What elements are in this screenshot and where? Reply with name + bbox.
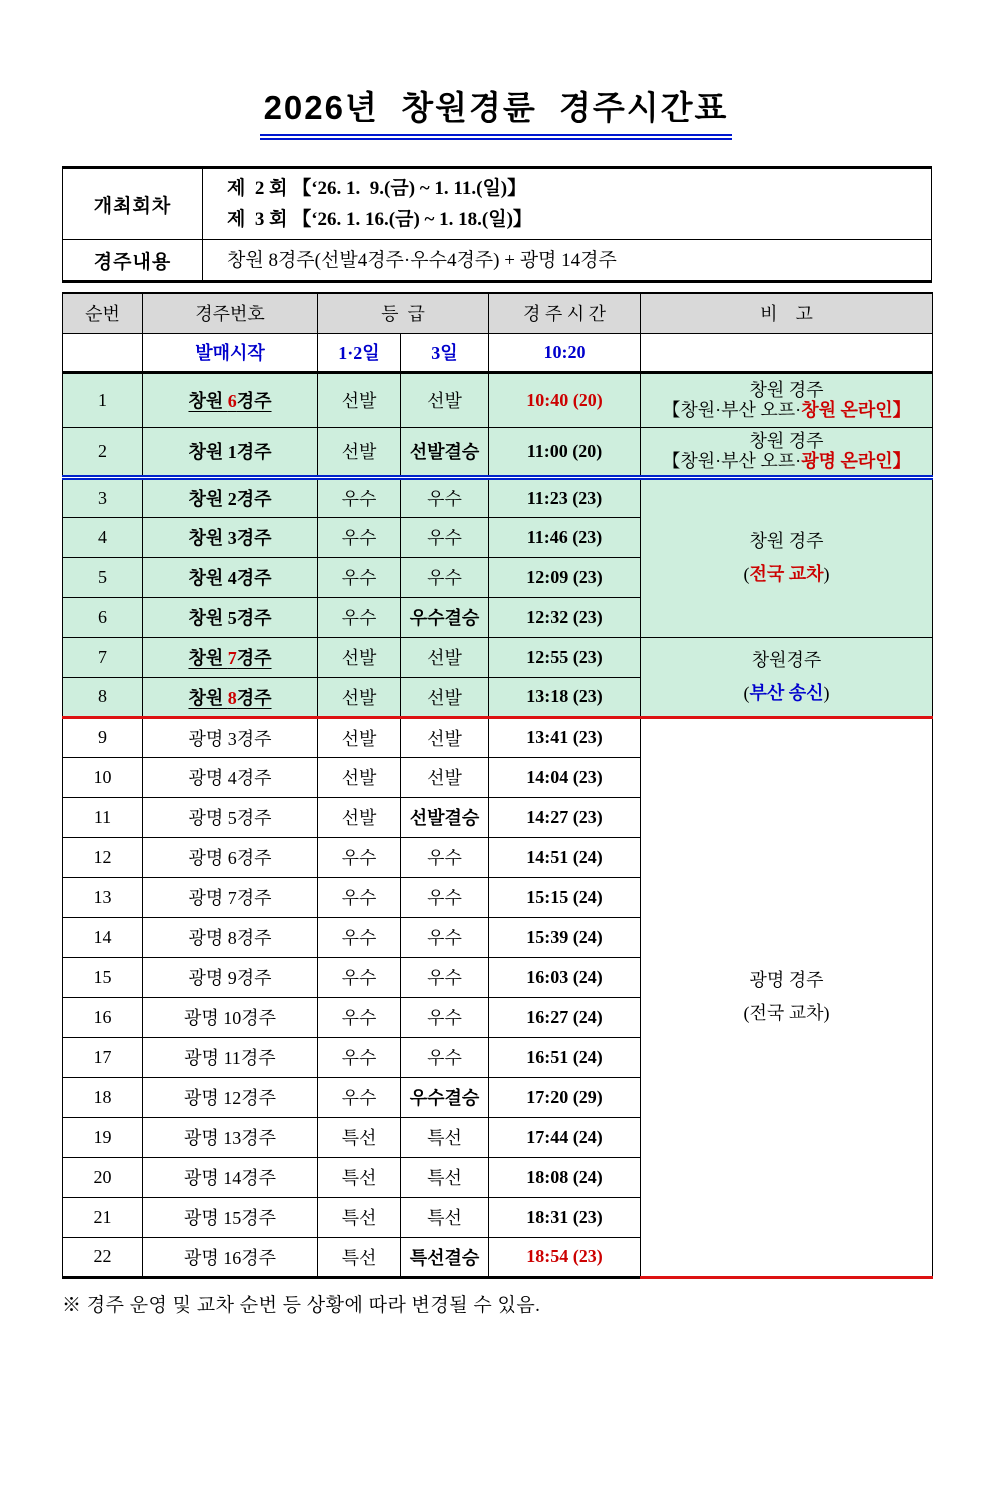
- race-name-cell: [143, 1197, 318, 1237]
- remark-cell: [641, 477, 933, 637]
- grade-day3-cell: 우수: [401, 997, 489, 1037]
- remark-line: [641, 525, 932, 558]
- col-header-no: 순번: [63, 293, 143, 333]
- text-segment: 경주: [236, 687, 272, 708]
- grade-day3-cell: 선발: [401, 757, 489, 797]
- grade-day3-cell: 선발결승: [401, 427, 489, 477]
- race-rows: [63, 372, 933, 1277]
- text-segment: 창원 온라인】: [801, 400, 911, 420]
- grade-day12-cell: 우수: [318, 557, 401, 597]
- text-segment: 【창원·부산 오프·: [662, 400, 802, 420]
- text-segment: 창원 5경주: [188, 608, 272, 628]
- remark-cell: [641, 637, 933, 717]
- race-name-text: [184, 1168, 276, 1188]
- grade-day3-cell: 우수결승: [401, 1077, 489, 1117]
- race-name-text: [188, 888, 271, 908]
- grade-day12-cell: 특선: [318, 1197, 401, 1237]
- text-segment: 창원 2경주: [188, 489, 272, 509]
- row-number-cell: 14: [63, 917, 143, 957]
- race-name-cell: [143, 997, 318, 1037]
- text-segment: 광명 12경주: [183, 1088, 277, 1108]
- row-number-cell: 16: [63, 997, 143, 1037]
- text-segment: 광명 3경주: [188, 728, 272, 749]
- race-name-text: [188, 688, 271, 708]
- text-segment: 창원 경주: [749, 431, 824, 451]
- race-name-text: [188, 848, 271, 868]
- race-name-cell: [143, 372, 318, 427]
- row-number-cell: 11: [63, 797, 143, 837]
- race-time-cell: 17:44 (24): [489, 1117, 641, 1157]
- text-segment: 광명 11경주: [184, 1048, 276, 1068]
- grade-day3-cell: 우수: [401, 477, 489, 517]
- row-number-cell: 20: [63, 1157, 143, 1197]
- grade-day12-cell: 우수: [318, 1077, 401, 1117]
- remark-line: [641, 964, 932, 997]
- race-name-cell: [143, 877, 318, 917]
- grade-day12-cell: 선발: [318, 427, 401, 477]
- text-segment: 창원 경주: [749, 380, 824, 400]
- remark-line: [641, 997, 932, 1030]
- race-time-cell: 13:41 (23): [489, 717, 641, 757]
- row-number-cell: 1: [63, 372, 143, 427]
- row-number-cell: 12: [63, 837, 143, 877]
- race-name-text: [184, 1088, 276, 1108]
- grade-day3-cell: 선발: [401, 637, 489, 677]
- race-content-row: [63, 240, 932, 282]
- grade-day3-cell: 특선: [401, 1197, 489, 1237]
- text-segment: 창원: [188, 687, 228, 708]
- race-name-cell: [143, 517, 318, 557]
- race-name-text: [188, 489, 271, 509]
- row-number-cell: 17: [63, 1037, 143, 1077]
- race-time-cell: 16:51 (24): [489, 1037, 641, 1077]
- grade-day12-cell: 선발: [318, 372, 401, 427]
- race-name-text: [184, 1208, 276, 1228]
- text-segment: 광명 4경주: [188, 768, 272, 788]
- race-name-cell: [143, 1037, 318, 1077]
- race-name-cell: [143, 677, 318, 717]
- text-segment: 창원: [188, 391, 228, 411]
- race-name-cell: [143, 1117, 318, 1157]
- race-name-text: [184, 1128, 276, 1148]
- grade-day12-cell: 특선: [318, 1237, 401, 1277]
- round-3-dates: 제 3 회 【‘26. 1. 16.(금) ~ 1. 18.(일)】: [227, 209, 532, 230]
- row-number-cell: 13: [63, 877, 143, 917]
- text-segment: 광명 8경주: [188, 928, 272, 948]
- text-segment: 광명 6경주: [188, 848, 272, 868]
- row-number-cell: 15: [63, 957, 143, 997]
- event-rounds-label: 개최회차: [63, 168, 203, 240]
- race-name-text: [188, 729, 271, 749]
- row-number-cell: 9: [63, 717, 143, 757]
- race-time-cell: 12:09 (23): [489, 557, 641, 597]
- text-segment: 광명 온라인】: [801, 451, 911, 471]
- text-segment: 창원 1경주: [188, 442, 272, 462]
- remark-cell: [641, 372, 933, 427]
- grade-day12-cell: 우수: [318, 517, 401, 557]
- text-segment: 경주: [236, 648, 272, 668]
- grade-day3-cell: 선발: [401, 372, 489, 427]
- text-segment: 부산 송신: [749, 682, 824, 703]
- row-number-cell: 8: [63, 677, 143, 717]
- race-name-cell: [143, 757, 318, 797]
- text-segment: 광명 9경주: [188, 968, 272, 988]
- race-name-text: [188, 928, 271, 948]
- remark-line: [641, 644, 932, 677]
- race-time-cell: 12:55 (23): [489, 637, 641, 677]
- event-rounds-content: [203, 168, 932, 240]
- remark-line: [641, 451, 932, 471]
- race-name-text: [188, 391, 271, 411]
- remark-line: [641, 558, 932, 591]
- remark-line: [641, 677, 932, 710]
- race-name-cell: [143, 717, 318, 757]
- grade-day12-cell: 우수: [318, 597, 401, 637]
- race-content-label: 경주내용: [63, 240, 203, 282]
- presale-empty-remark: [641, 333, 933, 372]
- grade-day3-cell: 특선: [401, 1157, 489, 1197]
- race-time-cell: 18:31 (23): [489, 1197, 641, 1237]
- grade-day12-cell: 선발: [318, 677, 401, 717]
- race-name-text: [184, 1048, 275, 1068]
- race-row: [63, 372, 933, 427]
- race-time-cell: 11:46 (23): [489, 517, 641, 557]
- grade-day3-cell: 선발: [401, 717, 489, 757]
- grade-day12-cell: 선발: [318, 797, 401, 837]
- text-segment: 【창원·부산 오프·: [662, 451, 802, 471]
- race-name-text: [188, 648, 271, 668]
- race-row: [63, 427, 933, 477]
- footnote: ※ 경주 운영 및 교차 순번 등 상황에 따라 변경될 수 있음.: [62, 1294, 541, 1316]
- text-segment: 창원 4경주: [188, 568, 272, 588]
- grade-day12-cell: 우수: [318, 477, 401, 517]
- text-segment: 전국 교차: [749, 564, 824, 584]
- text-segment: 광명 10경주: [183, 1008, 277, 1028]
- page-title: 2026년 창원경륜 경주시간표: [260, 82, 733, 140]
- text-segment: 경주: [236, 391, 272, 411]
- grade-day3-cell: 우수결승: [401, 597, 489, 637]
- grade-day3-cell: 우수: [401, 957, 489, 997]
- race-name-cell: [143, 1157, 318, 1197]
- row-number-cell: 6: [63, 597, 143, 637]
- remark-line: [641, 400, 932, 420]
- race-time-cell: 14:04 (23): [489, 757, 641, 797]
- race-row: [63, 637, 933, 677]
- race-name-text: [184, 1008, 276, 1028]
- race-name-cell: [143, 557, 318, 597]
- race-name-cell: [143, 917, 318, 957]
- race-name-text: [188, 568, 271, 588]
- row-number-cell: 22: [63, 1237, 143, 1277]
- race-time-cell: 17:20 (29): [489, 1077, 641, 1117]
- grade-day3-cell: 우수: [401, 837, 489, 877]
- text-segment: (: [743, 682, 750, 703]
- race-name-cell: [143, 1077, 318, 1117]
- event-rounds-row: [63, 168, 932, 240]
- title-block: [0, 82, 992, 140]
- grade-day12-cell: 우수: [318, 877, 401, 917]
- presale-grade-day12: 1·2일: [318, 333, 401, 372]
- row-number-cell: 19: [63, 1117, 143, 1157]
- race-content-value: [203, 240, 932, 282]
- row-number-cell: 2: [63, 427, 143, 477]
- grade-day12-cell: 우수: [318, 997, 401, 1037]
- race-name-cell: [143, 637, 318, 677]
- race-time-cell: 15:39 (24): [489, 917, 641, 957]
- race-name-text: [188, 768, 271, 788]
- presale-time: 10:20: [489, 333, 641, 372]
- row-number-cell: 21: [63, 1197, 143, 1237]
- race-row: [63, 477, 933, 517]
- grade-day12-cell: 우수: [318, 957, 401, 997]
- race-name-cell: [143, 1237, 318, 1277]
- grade-day3-cell: 특선결승: [401, 1237, 489, 1277]
- race-time-cell: 14:27 (23): [489, 797, 641, 837]
- text-segment: 광명 15경주: [183, 1208, 277, 1228]
- race-time-cell: 16:03 (24): [489, 957, 641, 997]
- race-content-text: 창원 8경주(선발4경주·우수4경주) + 광명 14경주: [227, 249, 617, 271]
- grade-day12-cell: 우수: [318, 1037, 401, 1077]
- col-header-grade: 등 급: [318, 293, 489, 333]
- col-header-race: 경주번호: [143, 293, 318, 333]
- text-segment: 창원 3경주: [188, 528, 272, 548]
- presale-grade-day3: 3일: [401, 333, 489, 372]
- text-segment: 창원: [188, 648, 228, 668]
- col-header-time: 경 주 시 간: [489, 293, 641, 333]
- grade-day3-cell: 우수: [401, 517, 489, 557]
- grade-day3-cell: 우수: [401, 877, 489, 917]
- grade-day12-cell: 우수: [318, 837, 401, 877]
- race-time-cell: 13:18 (23): [489, 677, 641, 717]
- race-name-cell: [143, 797, 318, 837]
- text-segment: 광명 14경주: [183, 1168, 277, 1188]
- race-time-cell: 15:15 (24): [489, 877, 641, 917]
- text-segment: ): [823, 564, 830, 584]
- race-row: [63, 717, 933, 757]
- row-number-cell: 3: [63, 477, 143, 517]
- race-schedule-table: [62, 292, 933, 1279]
- grade-day3-cell: 우수: [401, 1037, 489, 1077]
- race-time-cell: 10:40 (20): [489, 372, 641, 427]
- presale-row: [63, 333, 933, 372]
- text-segment: 광명 16경주: [183, 1247, 277, 1268]
- grade-day12-cell: 선발: [318, 757, 401, 797]
- race-time-cell: 11:23 (23): [489, 477, 641, 517]
- text-segment: 7: [227, 648, 237, 668]
- race-time-cell: 18:54 (23): [489, 1237, 641, 1277]
- race-name-cell: [143, 477, 318, 517]
- race-name-text: [184, 1248, 276, 1268]
- header-row: [63, 293, 933, 333]
- text-segment: 광명 5경주: [188, 808, 272, 828]
- grade-day3-cell: 특선: [401, 1117, 489, 1157]
- grade-day3-cell: 선발: [401, 677, 489, 717]
- grade-day12-cell: 선발: [318, 637, 401, 677]
- text-segment: 8: [227, 687, 237, 708]
- remark-line: [641, 380, 932, 400]
- text-segment: 창원 경주: [749, 531, 824, 551]
- text-segment: 광명 13경주: [183, 1128, 277, 1148]
- text-segment: ): [823, 682, 830, 703]
- row-number-cell: 5: [63, 557, 143, 597]
- presale-label: 발매시작: [143, 333, 318, 372]
- race-name-text: [188, 808, 271, 828]
- race-name-text: [188, 608, 271, 628]
- race-name-text: [188, 528, 271, 548]
- race-time-cell: 14:51 (24): [489, 837, 641, 877]
- grade-day3-cell: 선발결승: [401, 797, 489, 837]
- row-number-cell: 4: [63, 517, 143, 557]
- race-name-text: [188, 442, 271, 462]
- text-segment: 광명 경주: [749, 970, 824, 990]
- race-name-cell: [143, 427, 318, 477]
- text-segment: 6: [227, 391, 237, 411]
- text-segment: 창원경주: [751, 649, 822, 670]
- text-segment: (: [743, 564, 750, 584]
- race-name-text: [188, 968, 271, 988]
- race-name-cell: [143, 597, 318, 637]
- row-number-cell: 10: [63, 757, 143, 797]
- race-name-cell: [143, 837, 318, 877]
- race-time-cell: 16:27 (24): [489, 997, 641, 1037]
- grade-day3-cell: 우수: [401, 917, 489, 957]
- event-info-table: [62, 166, 932, 283]
- text-segment: (전국 교차): [743, 1003, 830, 1023]
- presale-empty-no: [63, 333, 143, 372]
- race-time-cell: 18:08 (24): [489, 1157, 641, 1197]
- grade-day3-cell: 우수: [401, 557, 489, 597]
- round-2-dates: 제 2 회 【‘26. 1. 9.(금) ~ 1. 11.(일)】: [227, 178, 527, 199]
- remark-cell: [641, 717, 933, 1277]
- row-number-cell: 18: [63, 1077, 143, 1117]
- grade-day12-cell: 특선: [318, 1117, 401, 1157]
- race-time-cell: 12:32 (23): [489, 597, 641, 637]
- race-name-cell: [143, 957, 318, 997]
- grade-day12-cell: 선발: [318, 717, 401, 757]
- remark-cell: [641, 427, 933, 477]
- race-time-cell: 11:00 (20): [489, 427, 641, 477]
- grade-day12-cell: 특선: [318, 1157, 401, 1197]
- text-segment: 광명 7경주: [188, 888, 272, 908]
- col-header-remark: 비 고: [641, 293, 933, 333]
- remark-line: [641, 431, 932, 451]
- row-number-cell: 7: [63, 637, 143, 677]
- grade-day12-cell: 우수: [318, 917, 401, 957]
